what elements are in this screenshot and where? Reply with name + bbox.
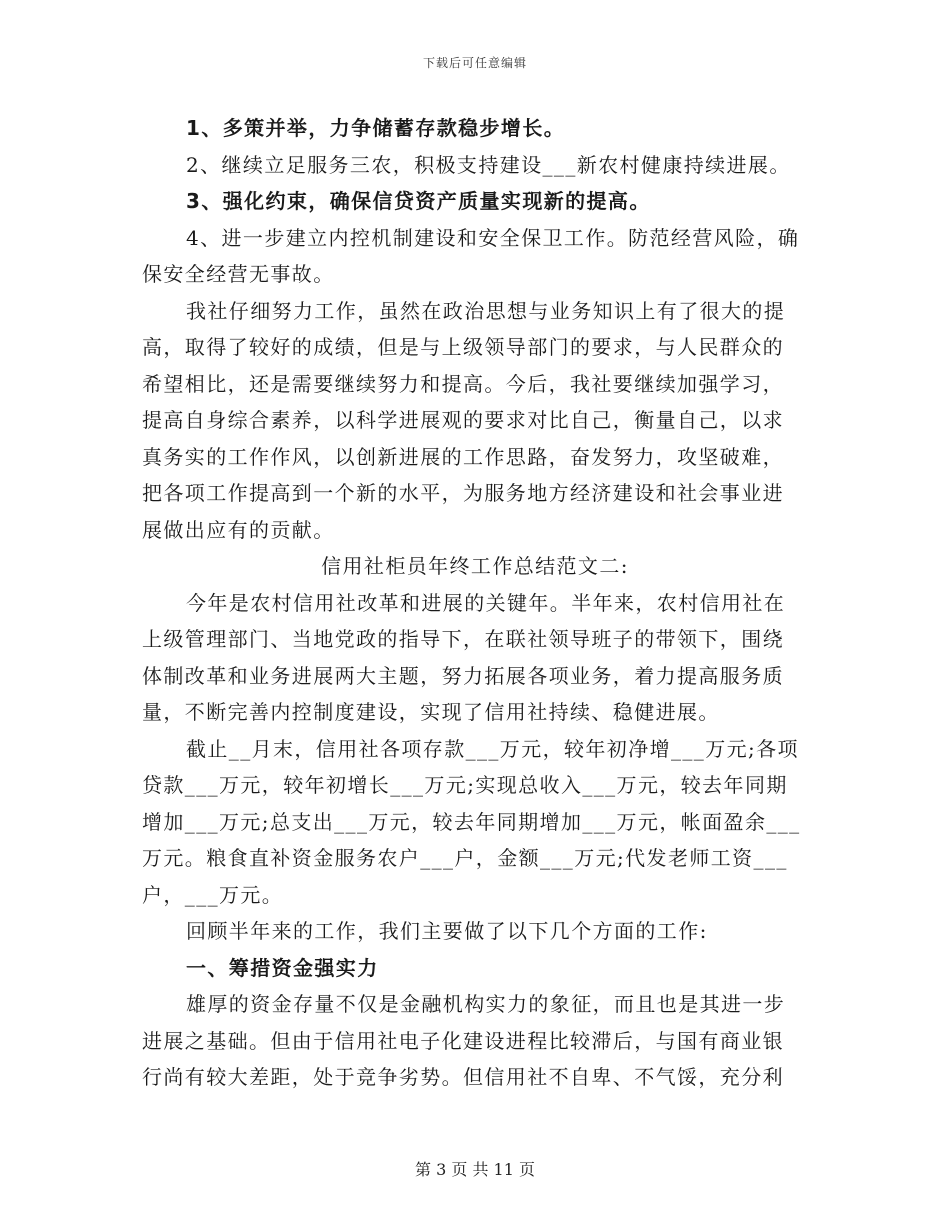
text-line: 提高自身综合素养，以科学进展观的要求对比自己，衡量自己，以求: [142, 408, 784, 432]
text-line: 展做出应有的贡献。: [142, 517, 335, 542]
subsection-heading: 一、筹措资金强实力: [186, 955, 379, 980]
text-line: 上级管理部门、当地党政的指导下，在联社领导班子的带领下，围绕: [142, 627, 784, 651]
document-body: [142, 110, 808, 1096]
text-line: 高，取得了较好的成绩，但是与上级领导部门的要求，与人民群众的: [142, 335, 784, 359]
text-line: 量，不断完善内控制度建设，实现了信用社持续、稳健进展。: [142, 700, 720, 724]
text-line: 回顾半年来的工作，我们主要做了以下几个方面的工作:: [186, 919, 708, 943]
text-line: 户，___万元。: [142, 882, 284, 907]
text-line: 3、强化约束，确保信贷资产质量实现新的提高。: [186, 189, 651, 213]
text-line: 今年是农村信用社改革和进展的关键年。半年来，农村信用社在: [186, 590, 786, 615]
text-line: 万元。粮食直补资金服务农户___户，金额___万元;代发老师工资___: [142, 846, 788, 870]
text-line: 行尚有较大差距，处于竞争劣势。但信用社不自卑、不气馁，充分利: [142, 1065, 784, 1089]
text-line: 4、进一步建立内控机制建设和安全保卫工作。防范经营风险，确: [186, 225, 800, 250]
text-line: 把各项工作提高到一个新的水平，为服务地方经济建设和社会事业进: [142, 481, 784, 505]
text-line: 1、多策并举，力争储蓄存款稳步增长。: [186, 116, 566, 140]
text-line: 2、继续立足服务三农，积极支持建设___新农村健康持续进展。: [186, 152, 791, 177]
text-line: 体制改革和业务进展两大主题，努力拓展各项业务，着力提高服务质: [142, 663, 784, 688]
text-line: 雄厚的资金存量不仅是金融机构实力的象征，而且也是其进一步: [186, 992, 786, 1016]
text-line: 我社仔细努力工作，虽然在政治思想与业务知识上有了很大的提: [186, 298, 786, 323]
page-footer: 第 3 页 共 11 页: [415, 1160, 535, 1179]
text-line: 希望相比，还是需要继续努力和提高。今后，我社要继续加强学习，: [142, 371, 784, 396]
text-line: 增加___万元;总支出___万元，较去年同期增加___万元，帐面盈余___: [142, 809, 801, 834]
section-title: 信用社柜员年终工作总结范文二:: [321, 554, 629, 578]
text-line: 贷款___万元，较年初增长___万元;实现总收入___万元，较去年同期: [142, 773, 788, 797]
text-line: 截止__月末，信用社各项存款___万元，较年初净增___万元;各项: [186, 736, 799, 761]
text-line: 真务实的工作作风，以创新进展的工作思路，奋发努力，攻坚破难，: [142, 444, 784, 469]
text-line: 进展之基础。但由于信用社电子化建设进程比较滞后，与国有商业银: [142, 1028, 784, 1053]
text-line: 保安全经营无事故。: [142, 262, 335, 286]
page-header: 下载后可任意编辑: [422, 56, 527, 70]
